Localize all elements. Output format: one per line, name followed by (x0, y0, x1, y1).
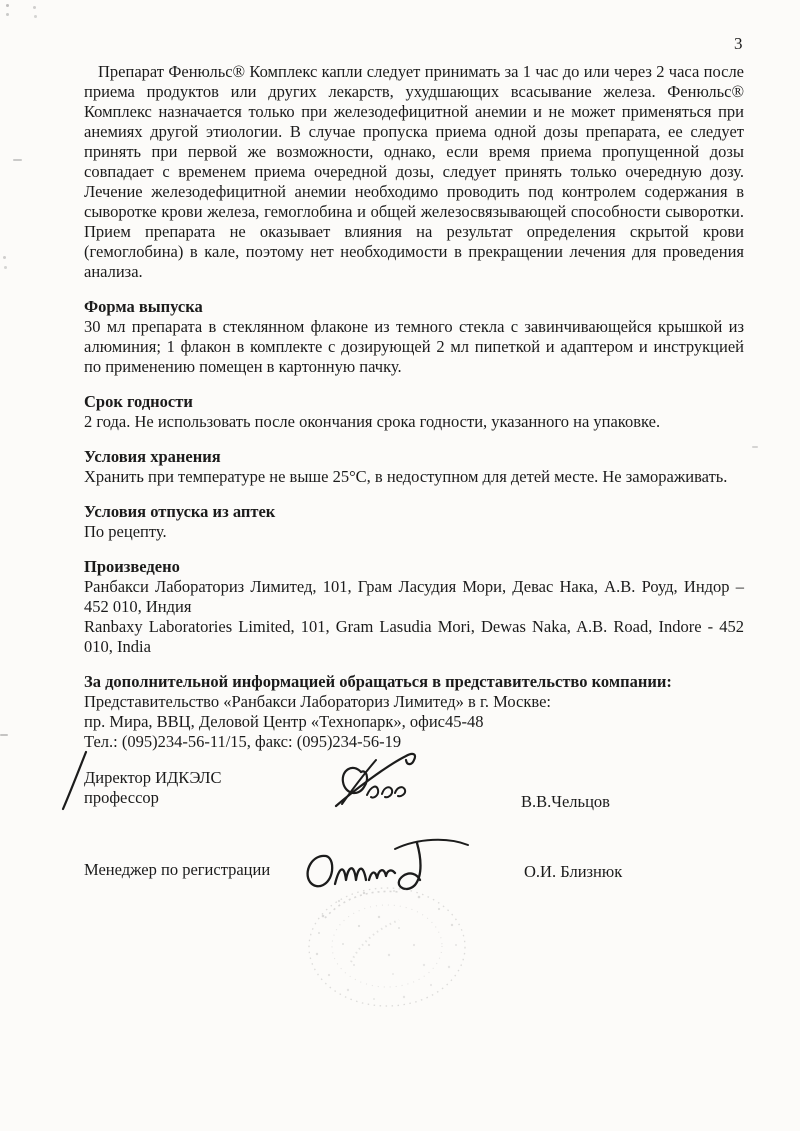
page-number: 3 (734, 34, 743, 53)
signature-name-manager: О.И. Близнюк (524, 862, 623, 881)
scan-artifact-dash (752, 446, 758, 448)
director-role-line1: Директор ИДКЭЛС (84, 768, 222, 787)
section-heading: Условия хранения (84, 447, 221, 466)
section-storage-conditions (84, 447, 744, 487)
scan-artifact-dot (3, 256, 6, 259)
contact-heading: За дополнительной информацией обращаться в представительство компании: (84, 672, 672, 691)
scan-artifact-dot (4, 266, 7, 269)
scan-artifact-dot (6, 13, 9, 16)
signature-role-manager: Менеджер по регистрации (84, 860, 271, 879)
scan-artifact-dot (6, 4, 9, 7)
section-heading: Форма выпуска (84, 297, 203, 316)
scan-artifact-dash (13, 159, 22, 161)
section-body: Хранить при температуре не выше 25°С, в недоступном для детей месте. Не замораживать. (84, 467, 728, 486)
section-heading: Срок годности (84, 392, 193, 411)
signature-role-director (84, 768, 222, 808)
section-manufactured-by (84, 557, 744, 657)
director-role-line2: профессор (84, 788, 159, 807)
contact-address-line: пр. Мира, ВВЦ, Деловой Центр «Технопарк», офис45-48 (84, 712, 484, 731)
section-shelf-life (84, 392, 744, 432)
section-heading: Произведено (84, 557, 180, 576)
section-contact-info (84, 672, 744, 752)
signature-director-handwriting (330, 748, 446, 814)
section-body: 2 года. Не использовать после окончания срока годности, указанного на упаковке. (84, 412, 661, 431)
manufacturer-address-ru: Ранбакси Лабораториз Лимитед, 101, Грам Ласудия Мори, Девас Нака, А.В. Роуд, Индор – 452 010, Индия (84, 577, 744, 616)
faint-round-stamp-icon (303, 884, 471, 1016)
contact-phone-line: Тел.: (095)234-56-11/15, факс: (095)234-56-19 (84, 732, 402, 751)
signature-name-director: В.В.Чельцов (521, 792, 610, 811)
scan-artifact-dot (33, 6, 36, 9)
section-body: По рецепту. (84, 522, 167, 541)
section-body: 30 мл препарата в стеклянном флаконе из темного стекла с завинчивающейся крышкой из алюминия; 1 флакон в комплекте с дозирующей 2 мл пипеткой и адаптером и инструкцией по применению помещен в картонную пачку. (84, 317, 744, 376)
scan-artifact-dash (0, 734, 8, 736)
intro-paragraph: Препарат Фенюльс® Комплекс капли следует принимать за 1 час до или через 2 часа после приема продуктов или других лекарств, ухудшающих всасывание железа. Фенюльс® Комплекс назначается только при железодефицитной анемии и не может применяться при анемиях другой этиологии. В случае пропуска приема одной дозы препарата, ее следует принять при первой же возможности, однако, если время приема пропущенной дозы совпадает с временем приема очередной дозы, следует принять только очередную дозу. Лечение железодефицитной анемии необходимо проводить под контролем содержания в сыворотке крови железа, гемоглобина и общей железосвязывающей способности сыворотки. Прием препарата не оказывает влияния на результат определения скрытой крови (гемоглобина) в кале, поэтому нет необходимости в прекращении лечения для проведения анализа. (84, 62, 744, 281)
scan-artifact-dot (34, 15, 37, 18)
document-content (84, 62, 744, 752)
manufacturer-address-en: Ranbaxy Laboratories Limited, 101, Gram Lasudia Mori, Dewas Naka, A.B. Road, Indore - 452 010, India (84, 617, 744, 656)
section-dispensing-conditions (84, 502, 744, 542)
contact-representative-line: Представительство «Ранбакси Лабораториз Лимитед» в г. Москве: (84, 692, 551, 711)
section-heading: Условия отпуска из аптек (84, 502, 276, 521)
section-release-form (84, 297, 744, 377)
